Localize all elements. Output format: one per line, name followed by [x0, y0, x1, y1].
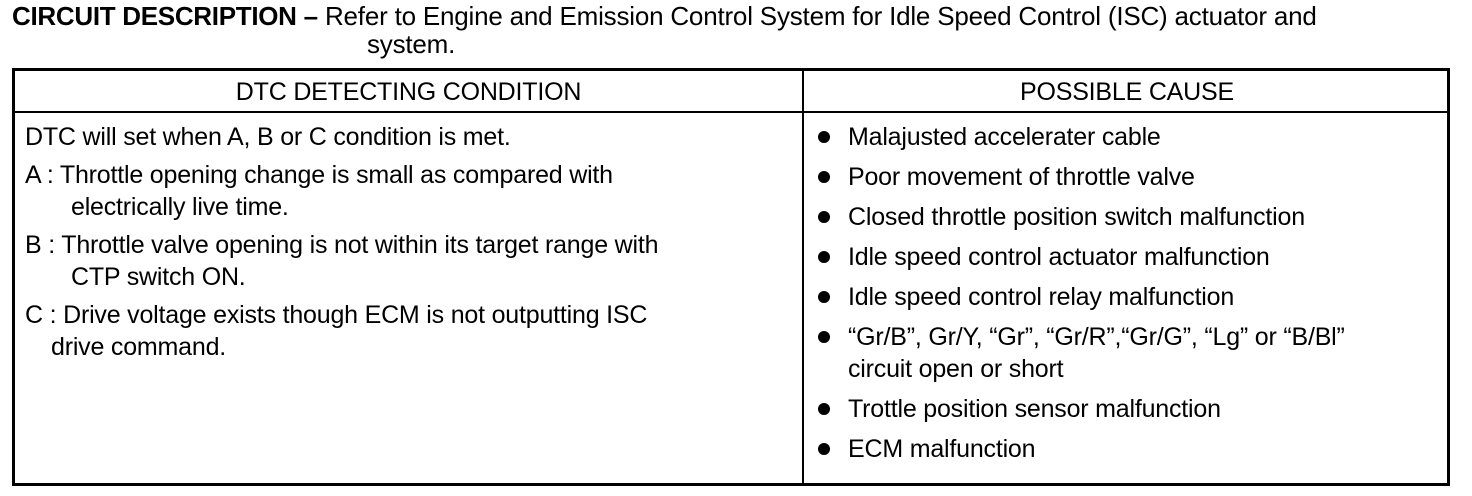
cause-text-continued: circuit open or short — [848, 355, 1064, 383]
cause-text: Idle speed control actuator malfunction — [848, 243, 1270, 271]
cause-text: Idle speed control relay malfunction — [848, 283, 1235, 311]
cause-item — [815, 433, 1445, 465]
condition-b-line-1: B : Throttle valve opening is not within its target range with — [25, 231, 659, 259]
detecting-condition-cell — [25, 121, 795, 369]
cause-item — [815, 241, 1445, 273]
cause-text: Malajusted accelerater cable — [848, 123, 1161, 151]
condition-a-line-1: A : Throttle opening change is small as compared with — [25, 161, 613, 189]
bullet-icon — [818, 171, 830, 183]
circuit-description-text: Refer to Engine and Emission Control System for Idle Speed Control (ISC) actuator and — [324, 1, 1317, 31]
cause-item — [815, 201, 1445, 233]
cause-text: Trottle position sensor malfunction — [848, 395, 1221, 423]
bullet-icon — [818, 251, 830, 263]
bullet-icon — [818, 291, 830, 303]
condition-c-line-2: drive command. — [51, 333, 227, 361]
condition-a — [25, 159, 795, 223]
condition-c-line-1: C : Drive voltage exists though ECM is not outputting ISC — [25, 301, 648, 329]
possible-cause-list — [815, 121, 1445, 473]
bullet-icon — [818, 131, 830, 143]
cause-text: Closed throttle position switch malfunction — [848, 203, 1305, 231]
column-divider — [802, 71, 804, 483]
condition-a-line-2: electrically live time. — [71, 193, 289, 221]
header-divider — [15, 111, 1447, 113]
condition-column-header: DTC DETECTING CONDITION — [235, 78, 582, 106]
cause-item — [815, 321, 1445, 385]
cause-item — [815, 393, 1445, 425]
circuit-description-label: CIRCUIT DESCRIPTION – — [12, 1, 318, 31]
condition-b-line-2: CTP switch ON. — [71, 263, 246, 291]
cause-text: “Gr/B”, Gr/Y, “Gr”, “Gr/R”,“Gr/G”, “Lg” or “B/Bl” — [848, 323, 1345, 351]
cause-item — [815, 161, 1445, 193]
cause-item — [815, 281, 1445, 313]
condition-intro: DTC will set when A, B or C condition is met. — [25, 123, 511, 151]
circuit-description-line-1 — [12, 2, 1464, 30]
cause-text: ECM malfunction — [848, 435, 1036, 463]
bullet-icon — [818, 403, 830, 415]
cause-item — [815, 121, 1445, 153]
bullet-icon — [818, 211, 830, 223]
cause-text: Poor movement of throttle valve — [848, 163, 1195, 191]
bullet-icon — [818, 331, 830, 343]
dtc-table — [12, 68, 1450, 486]
condition-c — [25, 299, 795, 363]
cause-column-header: POSSIBLE CAUSE — [1020, 78, 1234, 106]
condition-b — [25, 229, 795, 293]
circuit-description — [12, 2, 1464, 58]
bullet-icon — [818, 443, 830, 455]
circuit-description-text-continued: system. — [367, 29, 456, 59]
